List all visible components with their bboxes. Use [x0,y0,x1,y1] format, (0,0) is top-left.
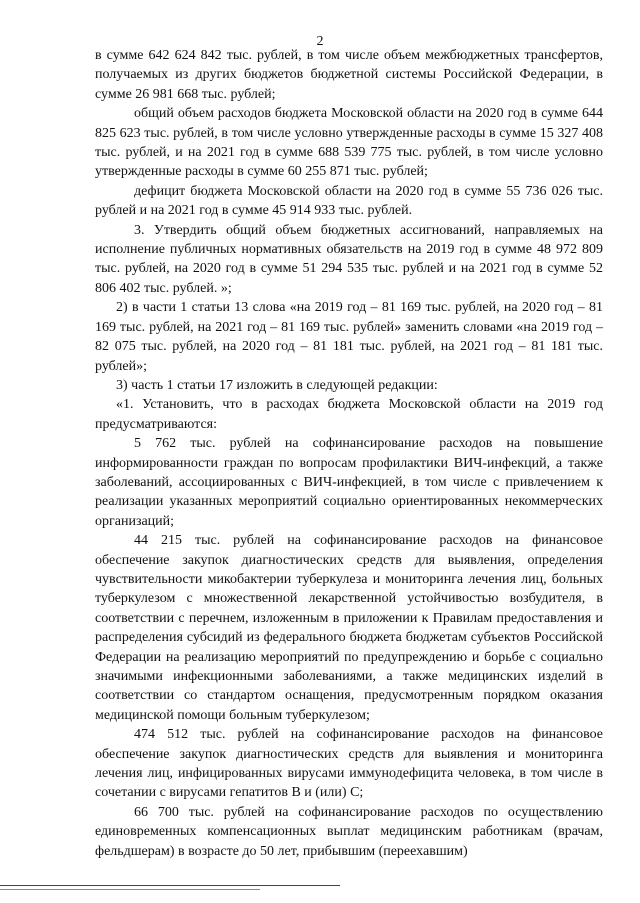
document-body [95,46,603,861]
paragraph-expenditure-2020-2021: общий объем расходов бюджета Московской области на 2020 год в сумме 644 825 623 тыс. рублей, в том числе условно утвержденные расходы в сумме 15 327 408 тыс. рублей, и на 2021 год в сумме 688 539 775 тыс. рублей, в том числе условно утвержденные расходы в сумме 60 255 871 тыс. рублей; [95,106,603,180]
paragraph-budget-revenue-continued: в сумме 642 624 842 тыс. рублей, в том числе объем межбюджетных трансфертов, получаемых из других бюджетов бюджетной системы Российской Федерации, в сумме 26 981 668 тыс. рублей; [95,48,603,102]
paragraph-article-17-part-1: «1. Установить, что в расходах бюджета Московской области на 2019 год предусматриваются: [95,397,603,432]
paragraph-article-17-intro: 3) часть 1 статьи 17 изложить в следующей редакции: [116,377,438,393]
paragraph-medical-compensation: 66 700 тыс. рублей на софинансирование расходов по осуществлению единовременных компенсационных выплат медицинским работникам (врачам, фельдшерам) в возрасте до 50 лет, прибывшим (переехавшим) [95,804,603,859]
scan-edge-line [0,885,340,886]
page-number: 2 [316,34,324,49]
paragraph-public-obligations: 3. Утвердить общий объем бюджетных ассигнований, направляемых на исполнение публичных нормативных обязательств на 2019 год в сумме 48 972 809 тыс. рублей, на 2020 год в сумме 51 294 535 тыс. рублей и на 2021 год в сумме 52 806 402 тыс. рублей. »; [95,222,603,296]
paragraph-hiv-diagnostics: 474 512 тыс. рублей на софинансирование расходов на финансовое обеспечение закупок диагностических средств для выявления и мониторинга лечения лиц, инфицированных вирусами иммунодефицита человека, в том числе в сочетании с вирусами гепатитов В и (или) С; [95,727,603,801]
paragraph-article-13-amendment: 2) в части 1 статьи 13 слова «на 2019 год – 81 169 тыс. рублей, на 2020 год – 81 169 тыс. рублей, на 2021 год – 81 169 тыс. рублей» заменить словами «на 2019 год – 82 075 тыс. рублей, на 2020 год – 81 181 тыс. рублей, на 2021 год – 81 181 тыс. рублей»; [95,300,603,374]
scan-edge-line-secondary [0,889,260,890]
paragraph-deficit-2020-2021: дефицит бюджета Московской области на 2020 год в сумме 55 736 026 тыс. рублей и на 2021 год в сумме 45 914 933 тыс. рублей. [95,183,603,219]
paragraph-hiv-awareness: 5 762 тыс. рублей на софинансирование расходов на повышение информированности граждан по вопросам профилактики ВИЧ-инфекций, а также заболеваний, ассоциированных с ВИЧ-инфекцией, в том числе с привлечением к реализации указанных мероприятий социально ориентированных некоммерческих организаций; [95,436,603,529]
paragraph-tuberculosis-diagnostics: 44 215 тыс. рублей на софинансирование расходов на финансовое обеспечение закупок диагностических средств для выявления, определения чувствительности микобактерии туберкулеза и мониторинга лечения лиц, больных туберкулезом с множественной лекарственной устойчивостью возбудителя, в соответствии с перечнем, изложенным в приложении к Правилам предоставления и распределения субсидий из федерального бюджета бюджетам субъектов Российской Федерации на реализацию мероприятий по предупреждению и борьбе с социально значимыми инфекционными заболеваниями, а также медицинских изделий в соответствии со стандартом оснащения, предусмотренным порядком оказания медицинской помощи больным туберкулезом; [95,533,603,723]
